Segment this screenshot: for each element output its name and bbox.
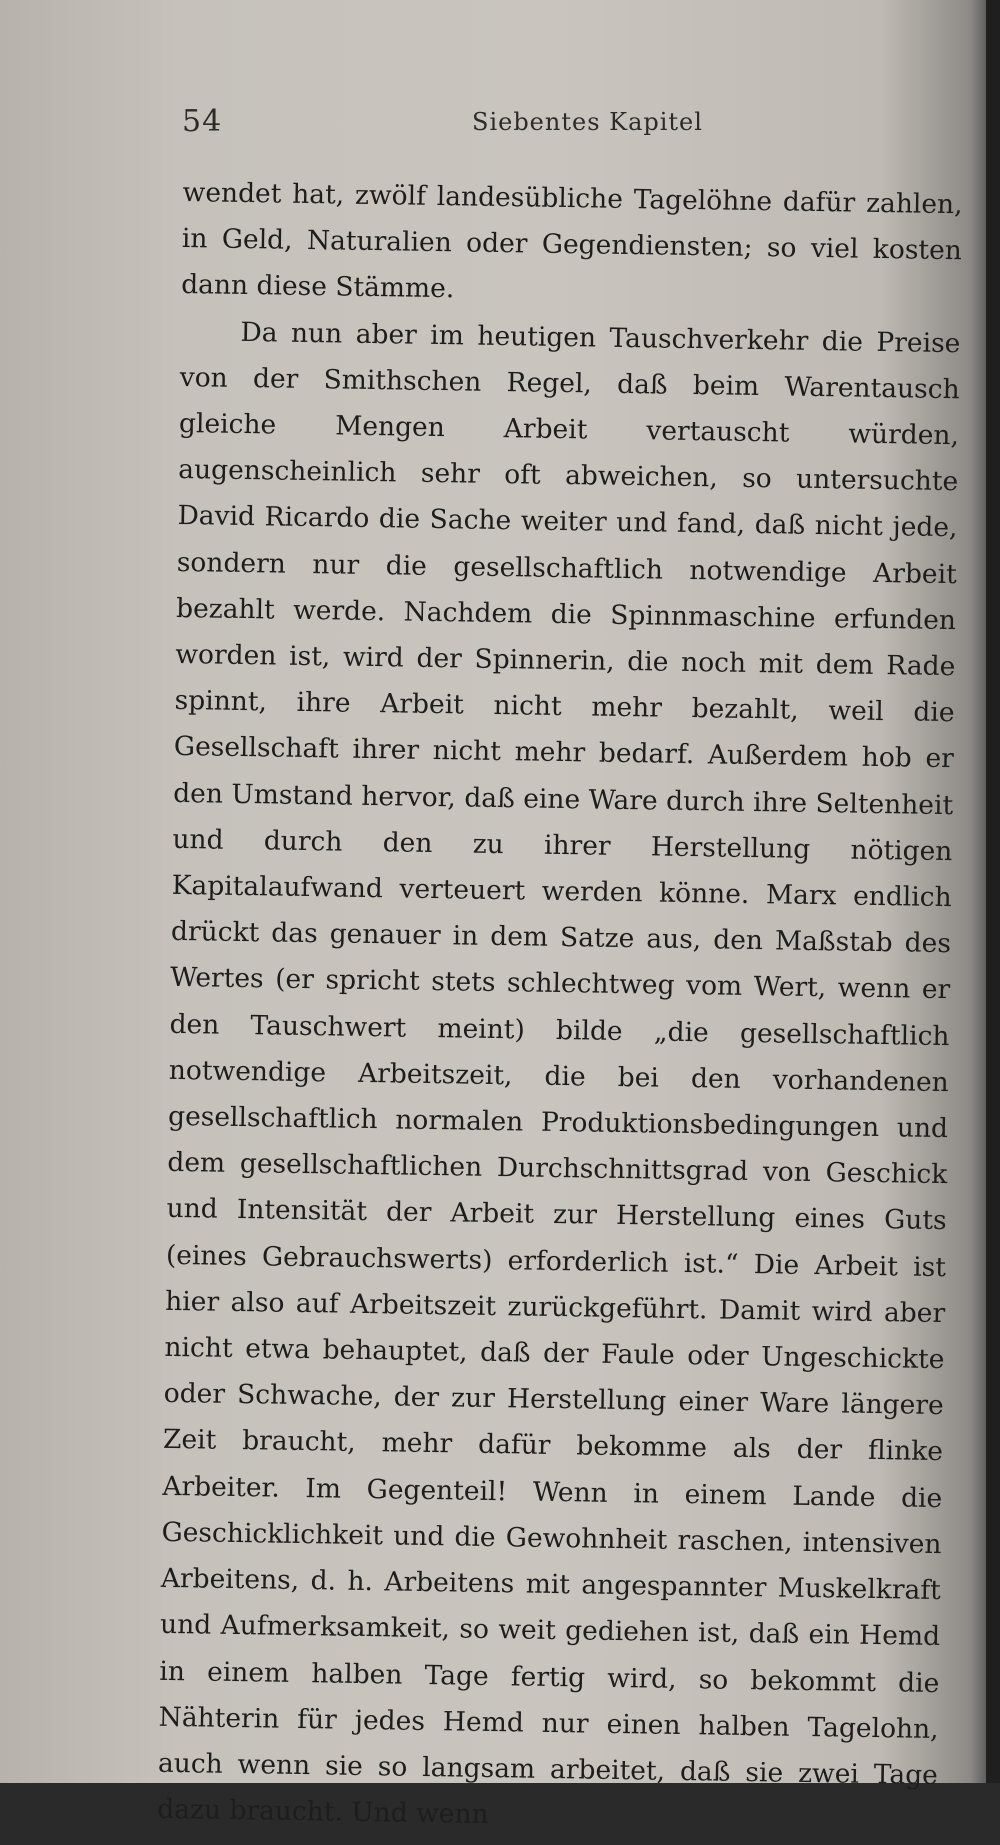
paragraph-continued: wendet hat, zwölf landesübliche Tagelöhne dafür zahlen, in Geld, Naturalien oder Gegendiensten; so viel kosten dann diese Stämme. <box>180 176 963 305</box>
page-number: 54 <box>182 104 223 139</box>
page-header <box>182 104 942 144</box>
paragraph-ricardo-marx: Da nun aber im heutigen Tauschverkehr die Preise von der Smithschen Regel, daß beim Warentausch gleiche Mengen Arbeit vertauscht würden, augenscheinlich sehr oft abweichen, so untersuchte David Ricardo die Sache weiter und fand, daß nicht jede, sondern nur die gesellschaftlich notwendige Arbeit bezahlt werde. Nachdem die Spinnmaschine erfunden worden ist, wird der Spinnerin, die noch mit dem Rade spinnt, ihre Arbeit nicht mehr bezahlt, weil die Gesellschaft ihrer nicht mehr bedarf. Außerdem hob er den Umstand hervor, daß eine Ware durch ihre Seltenheit und durch den zu ihrer Herstellung nötigen Kapitalaufwand verteuert werden könne. Marx endlich drückt das genauer in dem Satze aus, den Maßstab des Wertes (er spricht stets schlechtweg vom Wert, wenn er den Tauschwert meint) bilde „die gesellschaftlich notwendige Arbeitszeit, die bei den vorhandenen gesellschaftlich normalen Produktionsbedingungen und dem gesellschaftlichen Durchschnittsgrad von Geschick und Intensität der Arbeit zur Herstellung eines Guts (eines Gebrauchswerts) erforderlich ist.“ Die Arbeit ist hier also auf Arbeitszeit zurückgeführt. Damit wird aber nicht etwa behauptet, daß der Faule oder Ungeschickte oder Schwache, der zur Herstellung einer Ware längere Zeit braucht, mehr dafür bekomme als der flinke Arbeiter. Im Gegenteil! Wenn in einem Lande die Geschicklichkeit und die Gewohnheit raschen, intensiven Arbeitens, d. h. Arbeitens mit angespannter Muskelkraft und Aufmerksamkeit, so weit gediehen ist, daß ein Hemd in einem halben Tage fertig wird, so bekommt die Nähterin für jedes Hemd nur einen halben Tagelohn, auch wenn sie so langsam arbeitet, daß sie zwei Tage dazu braucht. Und wenn <box>157 316 961 1831</box>
body-text <box>157 170 963 1845</box>
running-head: Siebentes Kapitel <box>472 108 703 136</box>
